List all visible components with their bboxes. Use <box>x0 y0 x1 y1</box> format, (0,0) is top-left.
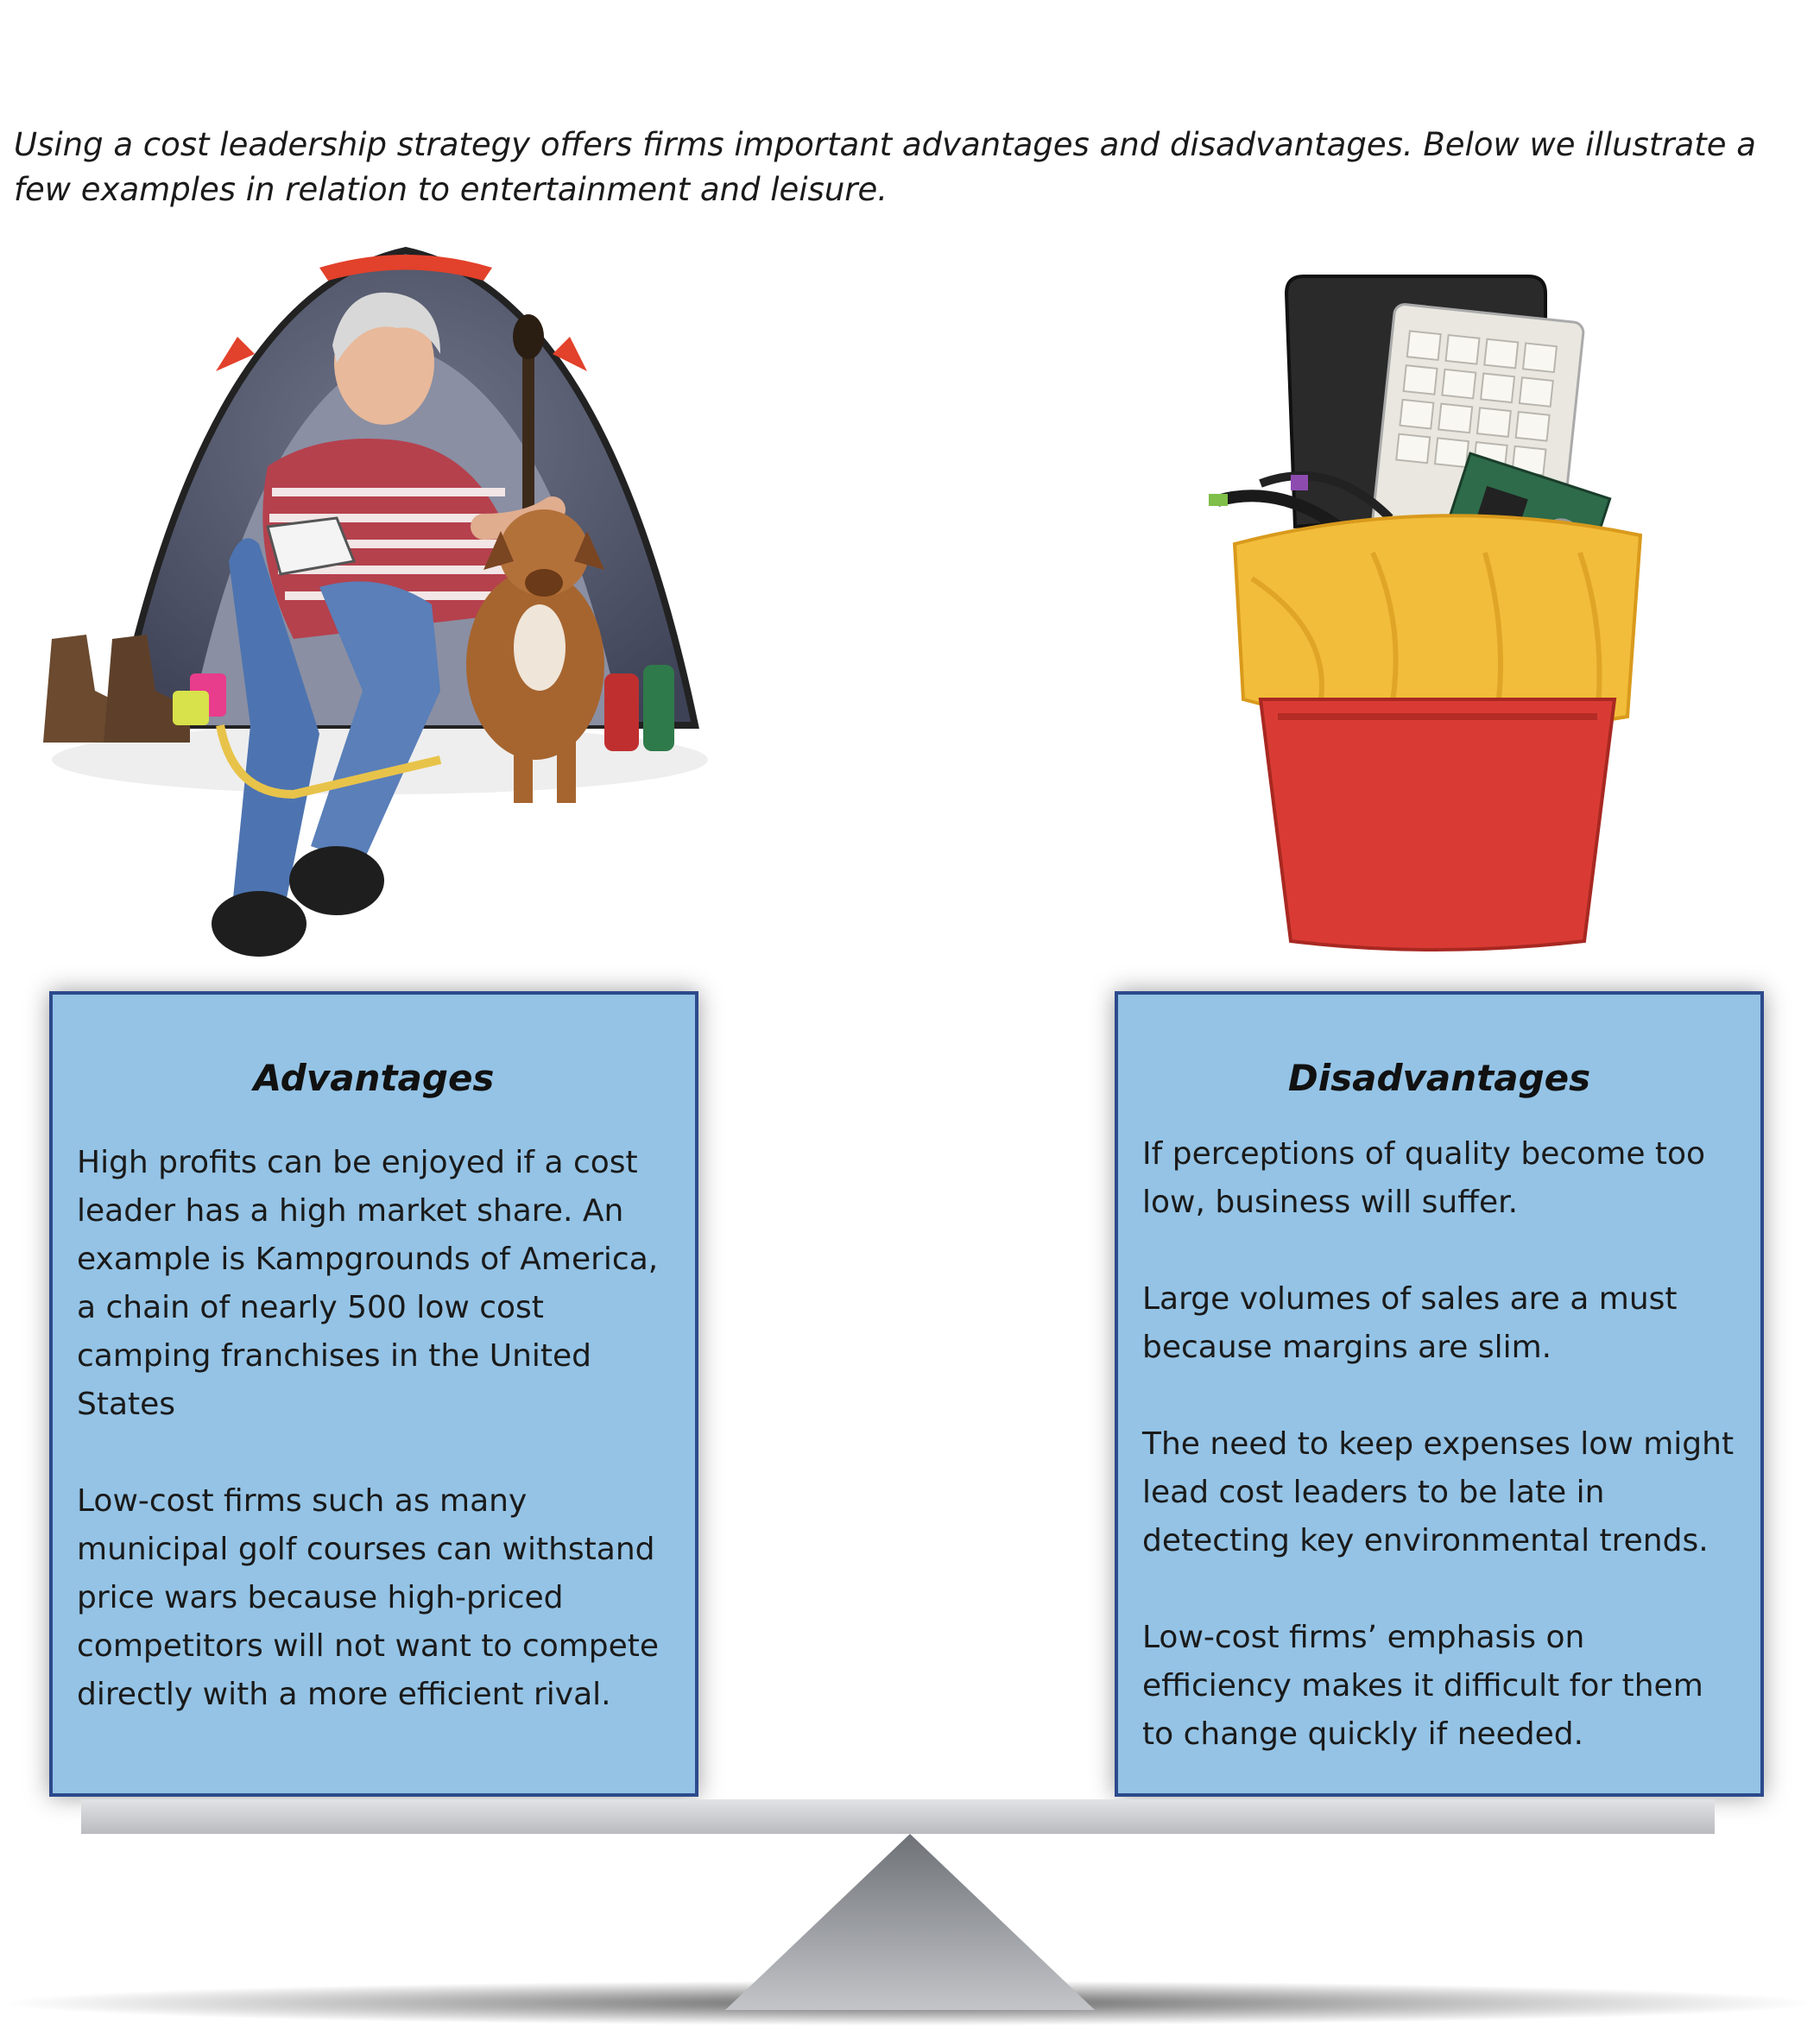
seesaw <box>0 1787 1820 2029</box>
camping-tent-man-dog-icon <box>35 242 717 976</box>
disadvantage-item: Large volumes of sales are a must because margins are slim. <box>1142 1281 1678 1365</box>
advantage-item: Low-cost firms such as many municipal golf courses can withstand price wars because high-priced competitors will not want to compete directly with a more efficient rival. <box>77 1483 660 1712</box>
seesaw-fulcrum <box>725 1834 1095 2010</box>
advantages-title: Advantages <box>253 1057 495 1099</box>
advantages-panel <box>49 991 698 1797</box>
disadvantage-item: If perceptions of quality become too low, business will suffer. <box>1142 1136 1706 1220</box>
disadvantages-title: Disadvantages <box>1287 1057 1591 1099</box>
disadvantage-item: The need to keep expenses low might lead cost leaders to be late in detecting key environmental trends. <box>1142 1426 1735 1558</box>
disadvantages-panel <box>1115 991 1764 1797</box>
seesaw-beam <box>81 1799 1715 1834</box>
disadvantage-item: Low-cost firms’ emphasis on efficiency makes it difficult for them to change quickly if needed. <box>1142 1620 1703 1752</box>
intro-text: Using a cost leadership strategy offers firms important advantages and disadvantages. Below we illustrate a few examples in relation to entertainment and leisure. <box>14 126 1756 208</box>
electronic-waste-bucket-icon <box>1200 268 1666 958</box>
advantage-item: High profits can be enjoyed if a cost leader has a high market share. An example is Kampgrounds of America, a chain of nearly 500 low cost camping franchises in the United States <box>77 1145 659 1422</box>
